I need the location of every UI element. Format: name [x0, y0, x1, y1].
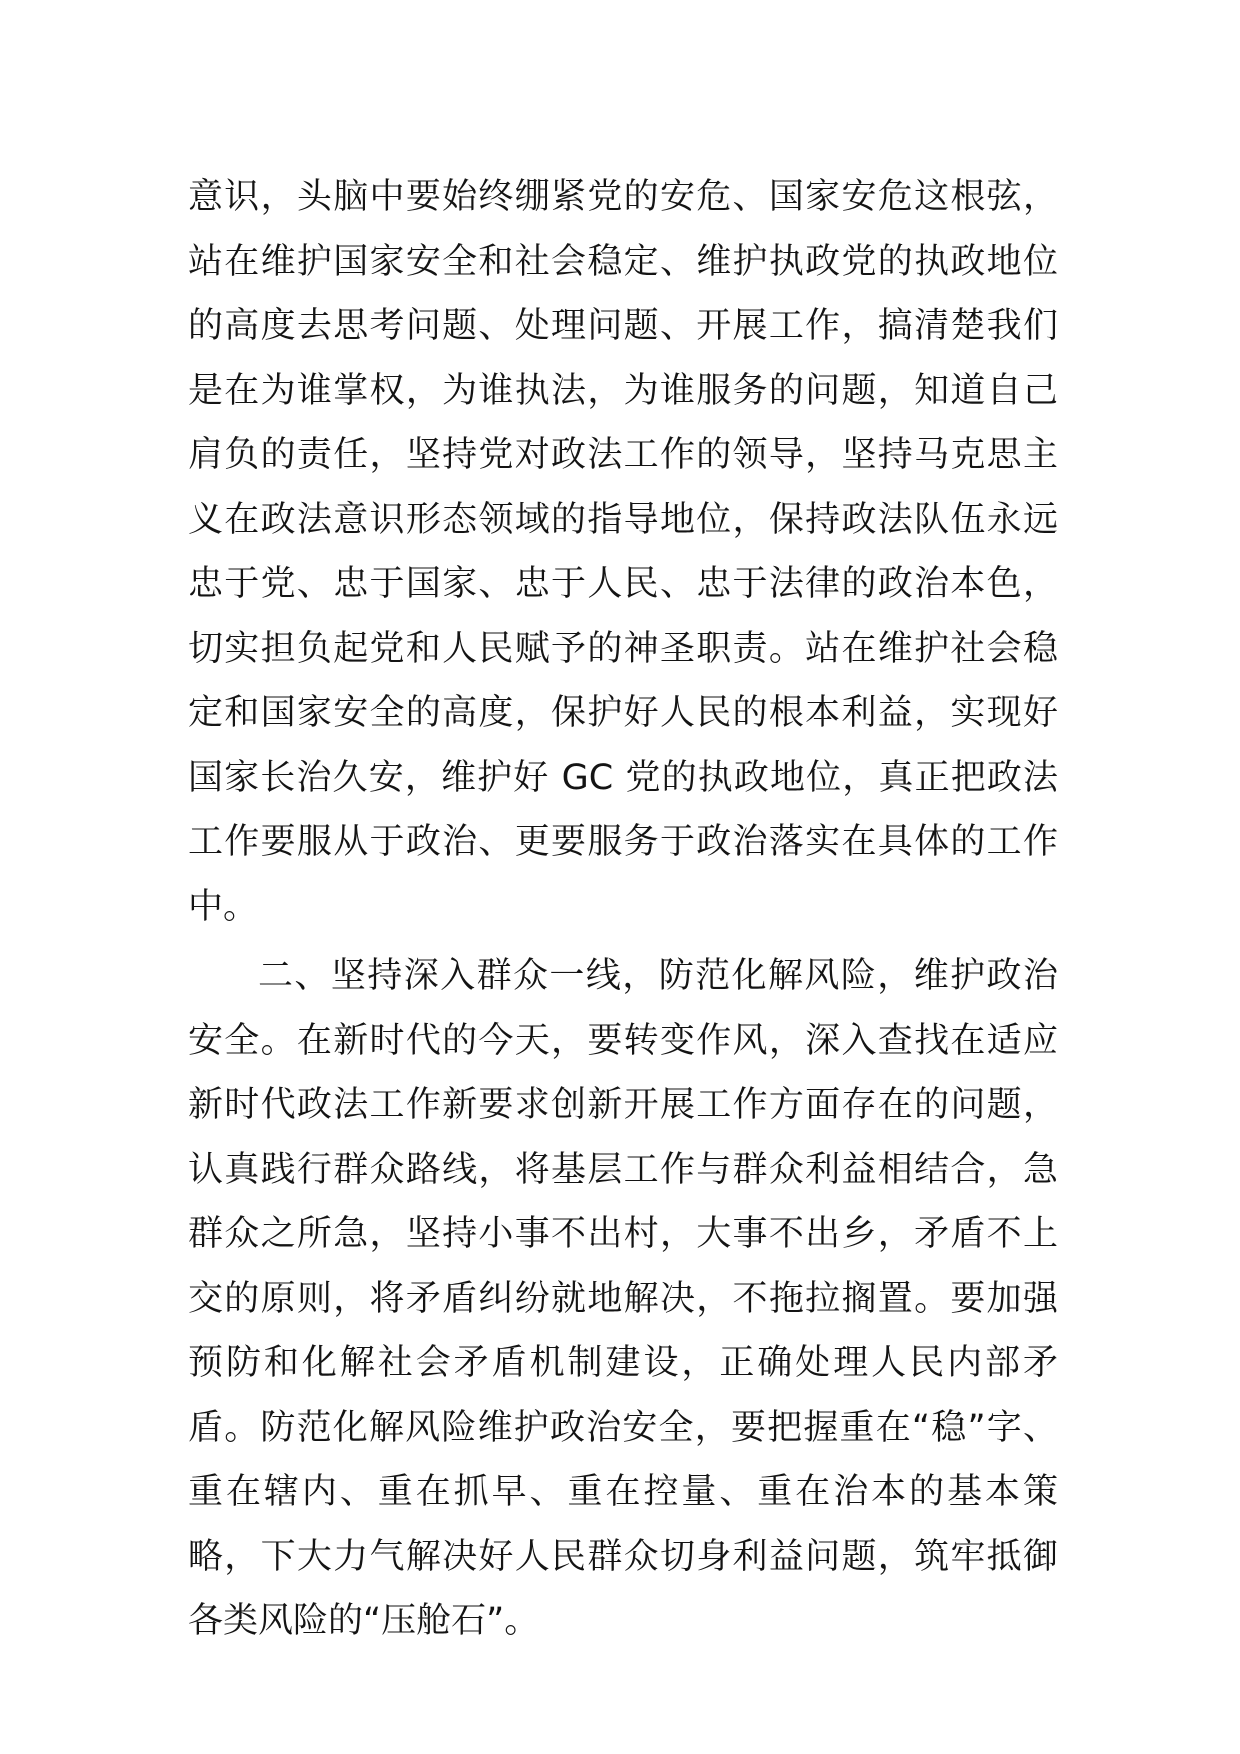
body-paragraph-section-two: 二、坚持深入群众一线，防范化解风险，维护政治安全。在新时代的今天，要转变作风，深入查找在适应新时代政法工作新要求创新开展工作方面存在的问题，认真践行群众路线，将基层工作与群众利益相结合，急群众之所急，坚持小事不出村，大事不出乡，矛盾不上交的原则，将矛盾纠纷就地解决，不拖拉搁置。要加强预防和化解社会矛盾机制建设，正确处理人民内部矛盾。防范化解风险维护政治安全，要把握重在“稳”字、重在辖内、重在抓早、重在控量、重在治本的基本策略，下大力气解决好人民群众切身利益问题，筑牢抵御各类风险的“压舱石”。: [188, 956, 1058, 1641]
body-paragraph-continuation: 意识，头脑中要始终绷紧党的安危、国家安危这根弦，站在维护国家安全和社会稳定、维护执政党的执政地位的高度去思考问题、处理问题、开展工作，搞清楚我们是在为谁掌权，为谁执法，为谁服务的问题，知道自己肩负的责任，坚持党对政法工作的领导，坚持马克思主义在政法意识形态领域的指导地位，保持政法队伍永远忠于党、忠于国家、忠于人民、忠于法律的政治本色，切实担负起党和人民赋予的神圣职责。站在维护社会稳定和国家安全的高度，保护好人民的根本利益，实现好国家长治久安，维护好 GC 党的执政地位，真正把政法工作要服从于政治、更要服务于政治落实在具体的工作中。: [188, 177, 1058, 927]
